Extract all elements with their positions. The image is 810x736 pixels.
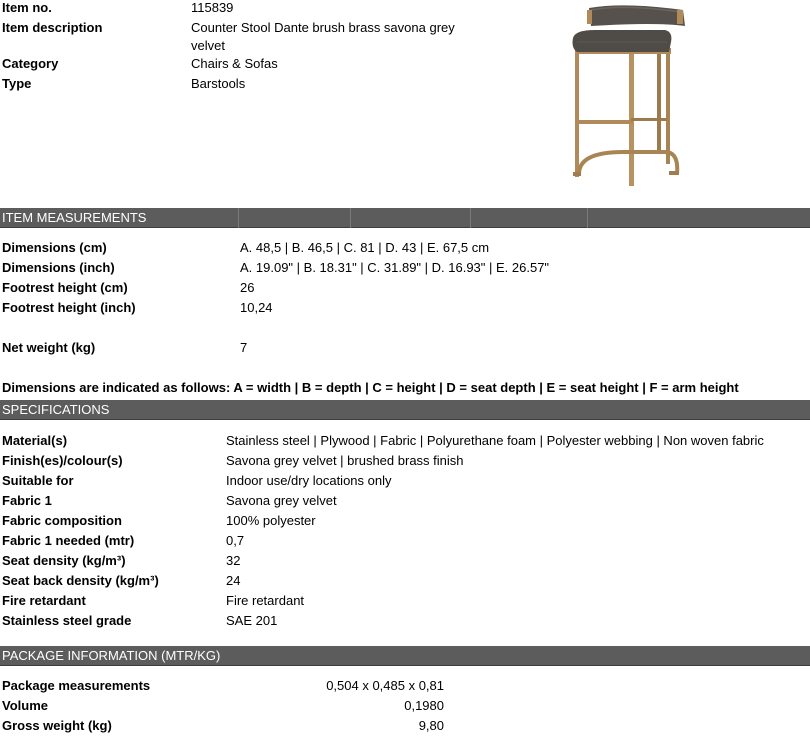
measurement-value: 26 — [240, 280, 255, 295]
spec-label: Seat back density (kg/m³) — [2, 573, 159, 588]
section-title: ITEM MEASUREMENTS — [2, 210, 147, 225]
spec-value: Stainless steel | Plywood | Fabric | Polyurethane foam | Polyester webbing | Non woven fabric — [226, 433, 764, 448]
spec-value: Savona grey velvet | brushed brass finish — [226, 453, 464, 468]
section-header-specifications — [0, 400, 810, 420]
measurement-label: Net weight (kg) — [2, 340, 96, 355]
spec-label: Material(s) — [2, 433, 68, 448]
type-value: Barstools — [191, 76, 246, 91]
header-cell-divider — [350, 208, 351, 228]
header-cell-divider — [470, 208, 471, 228]
header-cell-divider — [238, 208, 239, 228]
measurement-value: 10,24 — [240, 300, 273, 315]
section-title: PACKAGE INFORMATION (MTR/KG) — [2, 648, 221, 663]
category-label: Category — [2, 56, 59, 71]
spec-label: Fabric 1 needed (mtr) — [2, 533, 135, 548]
measurement-value: 7 — [240, 340, 248, 355]
section-title: SPECIFICATIONS — [2, 402, 110, 417]
spec-label: Fire retardant — [2, 593, 86, 608]
spec-label: Finish(es)/colour(s) — [2, 453, 123, 468]
dimensions-note: Dimensions are indicated as follows: A = width | B = depth | C = height | D = seat depth | E = seat height | F = arm height — [2, 380, 739, 395]
spec-label: Suitable for — [2, 473, 74, 488]
spec-label: Fabric 1 — [2, 493, 52, 508]
item-description-label: Item description — [2, 20, 103, 35]
spec-value: 0,7 — [226, 533, 245, 548]
category-value: Chairs & Sofas — [191, 56, 278, 71]
item-description-value-line2: velvet — [191, 38, 225, 53]
measurement-value: A. 48,5 | B. 46,5 | C. 81 | D. 43 | E. 67,5 cm — [240, 240, 490, 255]
package-label: Volume — [2, 698, 48, 713]
spec-value: Indoor use/dry locations only — [226, 473, 392, 488]
spec-value: 100% polyester — [226, 513, 316, 528]
spec-value: 24 — [226, 573, 241, 588]
barstool-illustration — [573, 5, 686, 186]
section-header-item-measurements — [0, 208, 810, 228]
spec-value: SAE 201 — [226, 613, 278, 628]
package-value: 0,1980 — [404, 698, 444, 713]
type-label: Type — [2, 76, 32, 91]
spec-label: Stainless steel grade — [2, 613, 132, 628]
measurement-label: Dimensions (inch) — [2, 260, 115, 275]
section-header-package-information — [0, 646, 810, 666]
package-label: Package measurements — [2, 678, 151, 693]
measurement-label: Dimensions (cm) — [2, 240, 107, 255]
product-image — [565, 2, 695, 188]
spec-value: Fire retardant — [226, 593, 305, 608]
spec-label: Seat density (kg/m³) — [2, 553, 126, 568]
measurement-label: Footrest height (cm) — [2, 280, 128, 295]
package-value: 9,80 — [418, 718, 444, 733]
item-description-value: Counter Stool Dante brush brass savona grey — [191, 20, 455, 35]
item-no-value: 115839 — [191, 0, 234, 15]
item-no-label: Item no. — [2, 0, 52, 15]
header-cell-divider — [587, 208, 588, 228]
package-label: Gross weight (kg) — [2, 718, 112, 733]
measurement-value: A. 19.09" | B. 18.31" | C. 31.89" | D. 16.93" | E. 26.57" — [240, 260, 550, 275]
spec-value: Savona grey velvet — [226, 493, 337, 508]
spec-value: 32 — [226, 553, 241, 568]
measurement-label: Footrest height (inch) — [2, 300, 136, 315]
package-value: 0,504 x 0,485 x 0,81 — [326, 678, 444, 693]
spec-label: Fabric composition — [2, 513, 122, 528]
